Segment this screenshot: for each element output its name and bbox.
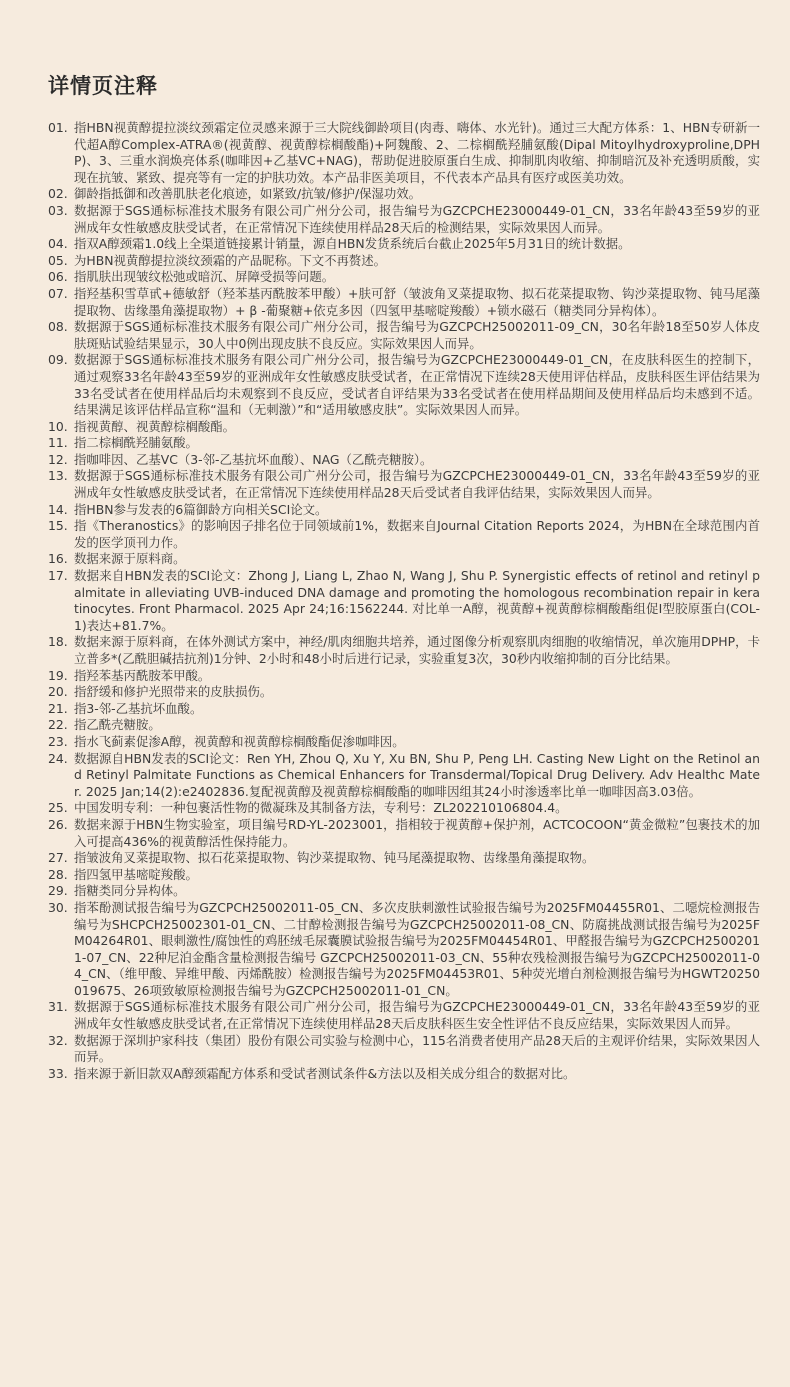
note-number: 09. <box>48 352 68 368</box>
note-text: 数据源于深圳护家科技（集团）股份有限公司实验与检测中心，115名消费者使用产品28天后的主观评价结果，实际效果因人而异。 <box>74 1032 760 1065</box>
note-number: 14. <box>48 501 68 517</box>
note-number: 10. <box>48 418 68 434</box>
note-number: 20. <box>48 684 68 700</box>
note-item <box>48 1066 760 1083</box>
note-text: 数据来自HBN发表的SCI论文：Zhong J, Liang L, Zhao N, Wang J, Shu P. Synergistic effects of retinol and retinyl palmitate in alleviating UVB-induced DNA damage and promoting the homologous recombination repair in keratinocytes. Front Pharmacol. 2025 Apr 24;16:1562244. 对比单一A醇，视黄醇+视黄醇棕榈酸酯组促I型胶原蛋白(COL-1)表达+81.7%。 <box>74 568 760 633</box>
note-item <box>48 668 760 685</box>
note-text: 指糖类同分异构体。 <box>74 883 186 899</box>
note-text: 为HBN视黄醇提拉淡纹颈霜的产品昵称。下文不再赘述。 <box>74 252 387 268</box>
note-text: 数据源于SGS通标标准技术服务有限公司广州分公司，报告编号为GZCPCHE23000449-01_CN，在皮肤科医生的控制下，通过观察33名年龄43至59岁的亚洲成年女性敏感皮肤受试者，在正常情况下连续28天使用评估样品，皮肤科医生评估结果为33名受试者在使用样品后均未观察到不良反应，受试者自评结果为33名受试者在使用样品期间及使用样品后均未感到不适。结果满足该评估样品宣称“温和（无刺激）”和“适用敏感皮肤”。实际效果因人而异。 <box>74 352 760 418</box>
note-text: 数据来源于原料商。 <box>74 551 186 567</box>
note-item <box>48 253 760 270</box>
note-number: 33. <box>48 1065 68 1081</box>
note-text: 指双A醇颈霜1.0线上全渠道链接累计销量，源自HBN发货系统后台截止2025年5月31日的统计数据。 <box>74 236 631 252</box>
note-number: 24. <box>48 750 68 766</box>
note-item <box>48 269 760 286</box>
note-text: 御龄指抵御和改善肌肤老化痕迹，如紧致/抗皱/修护/保湿功效。 <box>74 186 422 202</box>
note-number: 31. <box>48 999 68 1015</box>
note-number: 32. <box>48 1032 68 1048</box>
note-number: 18. <box>48 634 68 650</box>
note-item <box>48 186 760 203</box>
note-number: 06. <box>48 269 68 285</box>
note-number: 25. <box>48 800 68 816</box>
note-text: 指舒缓和修护光照带来的皮肤损伤。 <box>74 684 273 700</box>
note-text: 数据源于SGS通标标准技术服务有限公司广州分公司，报告编号为GZCPCHE23000449-01_CN，33名年龄43至59岁的亚洲成年女性敏感皮肤受试者，在正常情况下连续使用样品28天后受试者自我评估结果，实际效果因人而异。 <box>74 468 760 501</box>
note-item <box>48 502 760 519</box>
note-item <box>48 883 760 900</box>
note-text: 指《Theranostics》的影响因子排名位于同领域前1%，数据来自Journal Citation Reports 2024，为HBN在全球范围内首发的医学顶刊力作。 <box>74 518 760 550</box>
note-item <box>48 551 760 568</box>
note-text: 指羟苯基丙酰胺苯甲酸。 <box>74 667 211 683</box>
note-item <box>48 236 760 253</box>
note-text: 指四氢甲基嘧啶羧酸。 <box>74 866 198 882</box>
note-number: 21. <box>48 700 68 716</box>
note-text: 数据源自HBN发表的SCI论文：Ren YH, Zhou Q, Xu Y, Xu BN, Shu P, Peng LH. Casting New Light on the Retinol and Retinyl Palmitate Functions as Chemical Enhancers for Transdermal/Topical Drug Delivery. Adv Healthc Mater. 2025 Jan;14(2):e2402836.复配视黄醇及视黄醇棕榈酸酯的咖啡因组其24小时渗透率比单一咖啡因高3.03倍。 <box>74 750 760 799</box>
note-number: 23. <box>48 733 68 749</box>
note-item <box>48 568 760 634</box>
note-text: 指视黄醇、视黄醇棕榈酸酯。 <box>74 418 236 434</box>
note-item <box>48 120 760 186</box>
note-item <box>48 867 760 884</box>
note-item <box>48 817 760 850</box>
note-number: 03. <box>48 202 68 218</box>
note-text: 指二棕榈酰羟脯氨酸。 <box>74 435 198 451</box>
note-item <box>48 452 760 469</box>
note-number: 04. <box>48 236 68 252</box>
note-text: 指水飞蓟素促渗A醇，视黄醇和视黄醇棕榈酸酯促渗咖啡因。 <box>74 733 405 749</box>
note-number: 26. <box>48 816 68 832</box>
note-item <box>48 850 760 867</box>
note-item <box>48 999 760 1032</box>
note-text: 指苯酚测试报告编号为GZCPCH25002011-05_CN、多次皮肤刺激性试验报告编号为2025FM04455R01、二噁烷检测报告编号为SHCPCH25002301-01_CN、二甘醇检测报告编号为GZCPCH25002011-08_CN、防腐挑战测试报告编号为2025FM04264R01、眼刺激性/腐蚀性的鸡胚绒毛尿囊膜试验报告编号为2025FM04454R01、甲醛报告编号为GZCPCH25002011-07_CN、22种尼泊金酯含量检测报告编号 GZCPCH25002011-03_CN、55种农残检测报告编号为GZCPCH25002011-04_CN、（维甲酸、异维甲酸、丙烯酰胺）检测报告编号为2025FM04453R01、5种荧光增白剂检测报告编号为HGWT20250019675、26项致敏原检测报告编号为GZCPCH25002011-01_CN。 <box>74 899 760 998</box>
note-item <box>48 286 760 319</box>
note-item <box>48 419 760 436</box>
note-number: 30. <box>48 899 68 915</box>
note-number: 01. <box>48 120 68 135</box>
note-number: 02. <box>48 186 68 202</box>
note-item <box>48 1033 760 1066</box>
note-item <box>48 634 760 667</box>
note-item <box>48 352 760 418</box>
note-item <box>48 468 760 501</box>
note-item <box>48 435 760 452</box>
note-number: 16. <box>48 551 68 567</box>
note-text: 指肌肤出现皱纹松弛或暗沉、屏障受损等问题。 <box>74 269 335 285</box>
note-text: 数据源于SGS通标标准技术服务有限公司广州分公司，报告编号为GZCPCH25002011-09_CN，30名年龄18至50岁人体皮肤斑贴试验结果显示，30人中0例出现皮肤不良反应。实际效果因人而异。 <box>74 319 760 351</box>
note-item <box>48 900 760 1000</box>
note-number: 17. <box>48 568 68 584</box>
note-text: 指HBN视黄醇提拉淡纹颈霜定位灵感来源于三大院线御龄项目(肉毒、嗨体、水光针)。通过三大配方体系：1、HBN专研新一代超A醇Complex-ATRA®(视黄醇、视黄醇棕榈酸酯)+阿魏酸、2、二棕榈酰羟脯氨酸(Dipal Mitoylhydroxyproline,DPHP)、3、三重水润焕亮体系(咖啡因+乙基VC+NAG)，帮助促进胶原蛋白生成、抑制肌肉收缩、抑制暗沉及补充透明质酸，实现在抗皱、紧致、提亮等有一定的护肤功效。本产品非医美项目，不代表本产品具有医疗或医美功效。 <box>74 120 760 185</box>
note-item <box>48 734 760 751</box>
note-item <box>48 203 760 236</box>
note-text: 中国发明专利：一种包裹活性物的微凝珠及其制备方法，专利号：ZL202210106804.4。 <box>74 800 568 816</box>
note-text: 数据源于SGS通标标准技术服务有限公司广州分公司，报告编号为GZCPCHE23000449-01_CN，33名年龄43至59岁的亚洲成年女性敏感皮肤受试者,在正常情况下连续使用样品28天后皮肤科医生安全性评估不良反应结果，实际效果因人而异。 <box>74 999 760 1032</box>
note-item <box>48 800 760 817</box>
note-item <box>48 751 760 801</box>
note-number: 13. <box>48 468 68 484</box>
note-item <box>48 518 760 551</box>
note-number: 29. <box>48 883 68 899</box>
page-title: 详情页注释 <box>48 74 158 98</box>
note-number: 11. <box>48 435 68 451</box>
note-text: 数据来源于HBN生物实验室，项目编号RD-YL-2023001，指相较于视黄醇+保护剂，ACTCOCOON“黄金微粒”包裹技术的加入可提高436%的视黄醇活性保持能力。 <box>74 816 760 849</box>
note-number: 07. <box>48 285 68 301</box>
note-text: 指乙酰壳糖胺。 <box>74 717 161 733</box>
note-number: 22. <box>48 717 68 733</box>
note-number: 27. <box>48 850 68 866</box>
note-text: 指咖啡因、乙基VC（3-邻-乙基抗坏血酸）、NAG（乙酰壳糖胺）。 <box>74 451 433 467</box>
note-item <box>48 717 760 734</box>
note-text: 指3-邻-乙基抗坏血酸。 <box>74 700 203 716</box>
note-text: 指来源于新旧款双A醇颈霜配方体系和受试者测试条件&方法以及相关成分组合的数据对比。 <box>74 1065 576 1081</box>
note-text: 指羟基积雪草甙+德敏舒（羟苯基丙酰胺苯甲酸）+肤可舒（皱波角叉菜提取物、拟石花菜提取物、钩沙菜提取物、钝马尾藻提取物、齿缘墨角藻提取物）+ β -葡聚糖+依克多因（四氢甲基嘧啶羧酸）+锁水磁石（糖类同分异构体）。 <box>74 285 760 318</box>
note-number: 05. <box>48 252 68 268</box>
note-number: 15. <box>48 518 68 534</box>
note-number: 28. <box>48 866 68 882</box>
note-text: 数据来源于原料商，在体外测试方案中，神经/肌肉细胞共培养，通过图像分析观察肌肉细胞的收缩情况，单次施用DPHP，卡立普多*(乙酰胆碱拮抗剂)1分钟、2小时和48小时后进行记录，实验重复3次，30秒内收缩抑制的百分比结果。 <box>74 634 760 666</box>
note-text: 指HBN参与发表的6篇御龄方向相关SCI论文。 <box>74 501 328 517</box>
note-item <box>48 319 760 352</box>
notes-list <box>48 120 760 1082</box>
note-text: 指皱波角叉菜提取物、拟石花菜提取物、钩沙菜提取物、钝马尾藻提取物、齿缘墨角藻提取物。 <box>74 850 595 866</box>
note-number: 08. <box>48 319 68 335</box>
note-number: 19. <box>48 667 68 683</box>
note-text: 数据源于SGS通标标准技术服务有限公司广州分公司，报告编号为GZCPCHE23000449-01_CN，33名年龄43至59岁的亚洲成年女性敏感皮肤受试者，在正常情况下连续使用样品28天后的检测结果，实际效果因人而异。 <box>74 202 760 235</box>
note-item <box>48 701 760 718</box>
note-item <box>48 684 760 701</box>
note-number: 12. <box>48 451 68 467</box>
